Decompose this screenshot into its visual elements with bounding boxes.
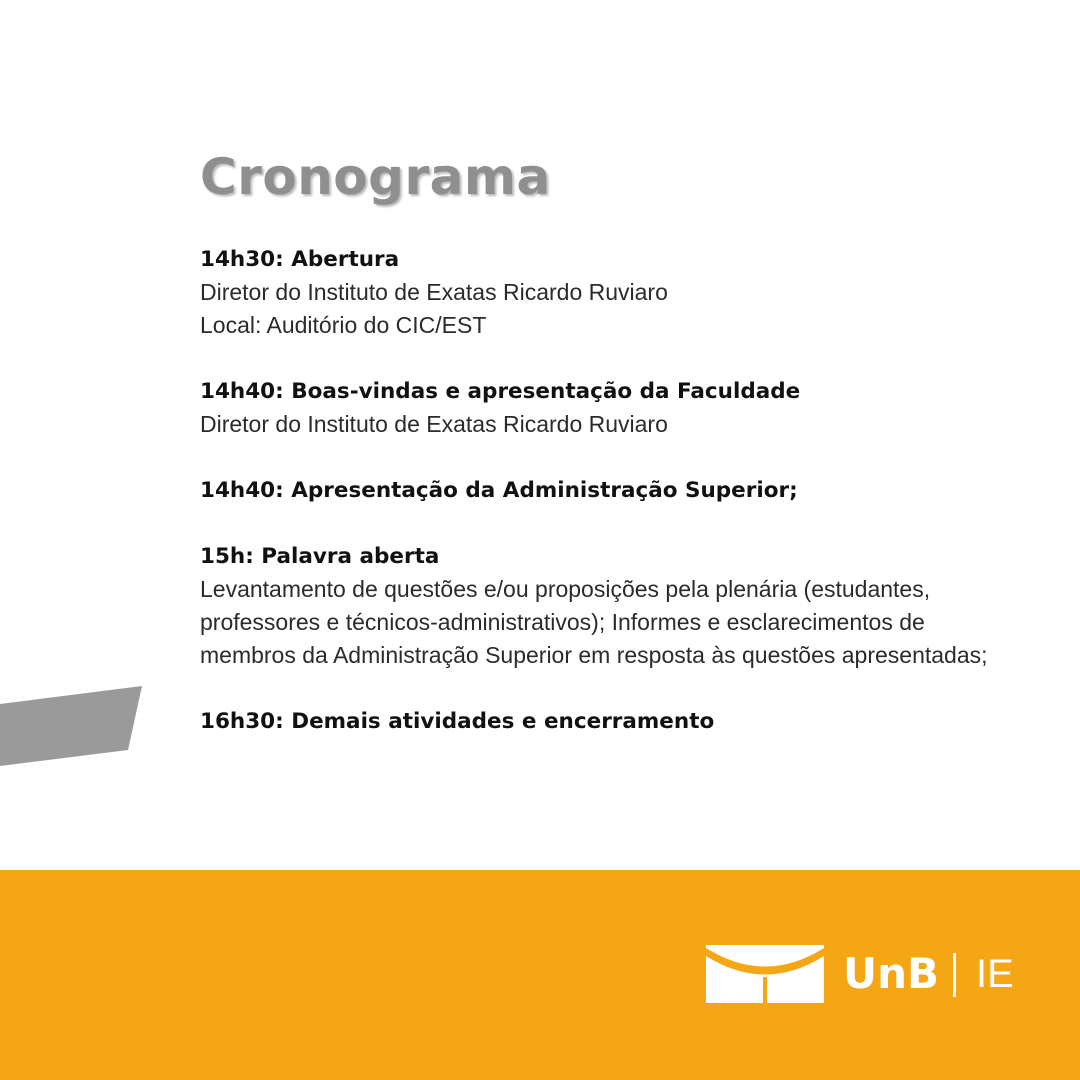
schedule-item-detail: Diretor do Instituto de Exatas Ricardo Ruviaro [200,411,668,437]
brand-separator [953,953,956,997]
schedule-item-detail: Diretor do Instituto de Exatas Ricardo Ruviaro [200,279,668,305]
schedule-item-heading: 14h40: Boas-vindas e apresentação da Faculdade [200,379,801,404]
schedule-item-detail: Local: Auditório do CIC/EST [200,312,487,338]
schedule-list [200,243,1000,771]
schedule-item [200,474,1000,507]
schedule-item-heading: 14h30: Abertura [200,247,400,272]
schedule-item-heading: 14h40: Apresentação da Administração Superior; [200,478,798,503]
schedule-item-description: Levantamento de questões e/ou proposições pela plenária (estudantes, professores e técnicos-administrativos); Informes e esclarecimentos de membros da Administração Superior em resposta às questões apresentadas; [200,576,988,668]
schedule-item-heading: 15h: Palavra aberta [200,544,440,569]
unb-logo-icon [706,945,824,1003]
schedule-item [200,243,1000,342]
decorative-gray-shape [0,686,142,768]
schedule-item [200,540,1000,672]
schedule-item [200,705,1000,738]
schedule-item [200,375,1000,441]
brand-name: UnB [843,949,940,998]
brand-unit: IE [976,952,1014,996]
page-title: Cronograma [200,148,551,206]
schedule-item-heading: 16h30: Demais atividades e encerramento [200,709,715,734]
